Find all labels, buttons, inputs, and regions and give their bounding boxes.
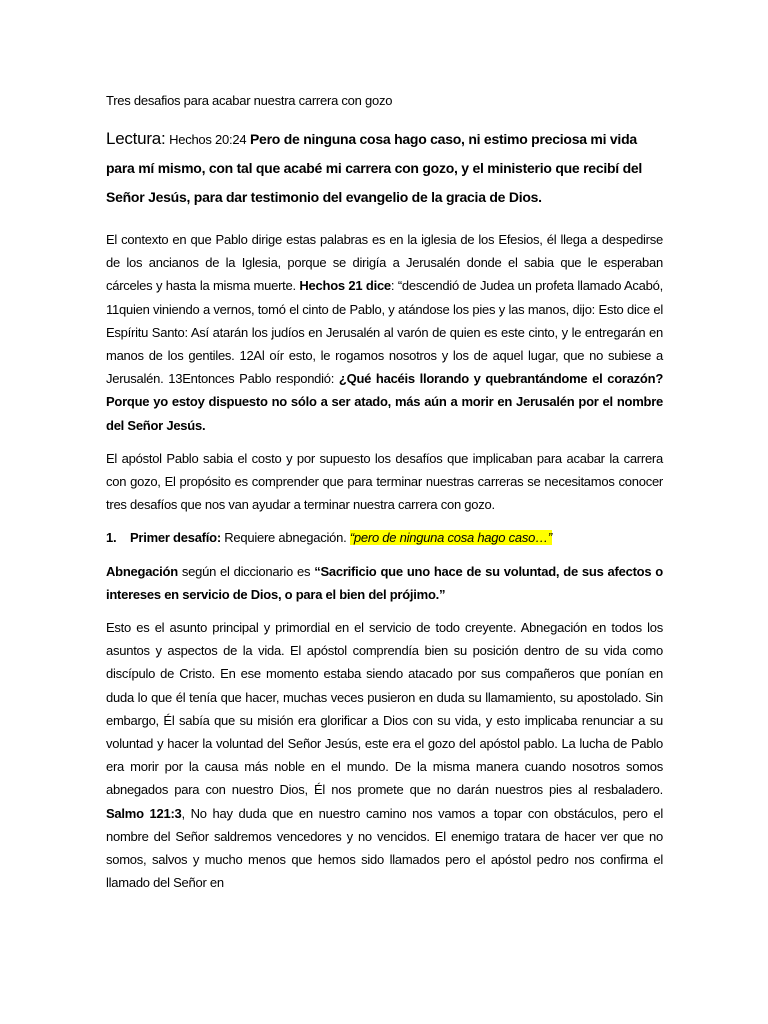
list-item-first-challenge xyxy=(106,526,663,549)
definition-text: “Sacrificio que uno hace de su voluntad, de sus afectos o intereses en servicio de Dios, o para el bien del prójimo.” xyxy=(106,563,663,602)
paragraph-abnegation-ref: Salmo 121:3 xyxy=(106,805,182,821)
paragraph-abnegation-text-1: Esto es el asunto principal y primordial en el servicio de todo creyente. Abnegación en todos los asuntos y aspectos de la vida. El apóstol comprendía bien su posición dentro de su vida como discípulo de Cristo. En ese momento estaba siendo atacado por sus compañeros que ponían en duda lo que él tenía que hacer, muchas veces pusieron en duda su llamamiento, su apostolado. Sin embargo, Él sabía que su misión era glorificar a Dios con su vida, y esto implicaba renunciar a su voluntad y hacer la voluntad del Señor Jesús, este era el gozo del apóstol pablo. La lucha de Pablo era morir por la causa más noble en el mundo. De la misma manera cuando nosotros somos abnegados para con nuestro Dios, Él nos promete que no darán nuestros pies al resbaladero. xyxy=(106,620,663,798)
paragraph-definition xyxy=(106,560,663,606)
document-body xyxy=(106,92,663,904)
lectura-label: Lectura: xyxy=(106,129,166,148)
lectura-block xyxy=(106,124,663,212)
lectura-reference: Hechos 20:24 xyxy=(169,132,247,147)
list-item-label: Primer desafío: xyxy=(130,530,221,546)
paragraph-context-quote: ¿Qué hacéis llorando y quebrantándome el corazón? Porque yo estoy dispuesto no sólo a ser atado, más aún a morir en Jerusalén por el nombre del Señor Jesús. xyxy=(106,371,664,433)
definition-connector: según el diccionario es xyxy=(177,563,315,579)
paragraph-purpose: El apóstol Pablo sabia el costo y por supuesto los desafíos que implicaban para acabar la carrera con gozo, El propósito es comprender que para terminar nuestras carreras se necesitamos conocer tres desafíos que nos van ayudar a terminar nuestra carrera con gozo. xyxy=(106,450,663,513)
paragraph-context-text-1: El contexto en que Pablo dirige estas palabras es en la iglesia de los Efesios, él llega a despedirse de los ancianos de la Iglesia, porque se dirigía a Jerusalén donde el sabia que le esperaban cárceles y hasta la misma muerte. xyxy=(106,232,663,294)
paragraph-context xyxy=(106,228,663,437)
paragraph-context-ref: Hechos 21 dice xyxy=(299,278,391,294)
definition-term: Abnegación xyxy=(106,563,178,579)
list-item-number: 1. xyxy=(106,530,117,546)
highlighted-quote: “pero de ninguna cosa hago caso…” xyxy=(349,530,552,546)
list-item-text: Requiere abnegación. xyxy=(220,530,350,546)
paragraph-context-text-2: : “descendió de Judea un profeta llamado Acabó, 11quien viniendo a vernos, tomó el cinto de Pablo, y atándose los pies y las manos, dijo: Esto dice el Espíritu Santo: Así atarán los judíos en Jerusalén al varón de quien es este cinto, y le entregarán en manos de los gentiles. 12Al oír esto, le rogamos nosotros y los de aquel lugar, que no subiese a Jerusalén. 13Entonces Pablo respondió: xyxy=(106,278,663,387)
paragraph-abnegation-text-2: , No hay duda que en nuestro camino nos vamos a topar con obstáculos, pero el nombre del Señor saldremos vencedores y no vencidos. El enemigo tratara de hacer ver que no somos, salvos y mucho menos que hemos sido llamados pero el apóstol pedro nos confirma el llamado del Señor en xyxy=(106,805,663,891)
paragraph-abnegation xyxy=(106,616,663,894)
document-title: Tres desafios para acabar nuestra carrera con gozo xyxy=(106,93,393,108)
lectura-text: Pero de ninguna cosa hago caso, ni estimo preciosa mi vida para mí mismo, con tal que acabé mi carrera con gozo, y el ministerio que recibí del Señor Jesús, para dar testimonio del evangelio de la gracia de Dios. xyxy=(106,131,643,205)
